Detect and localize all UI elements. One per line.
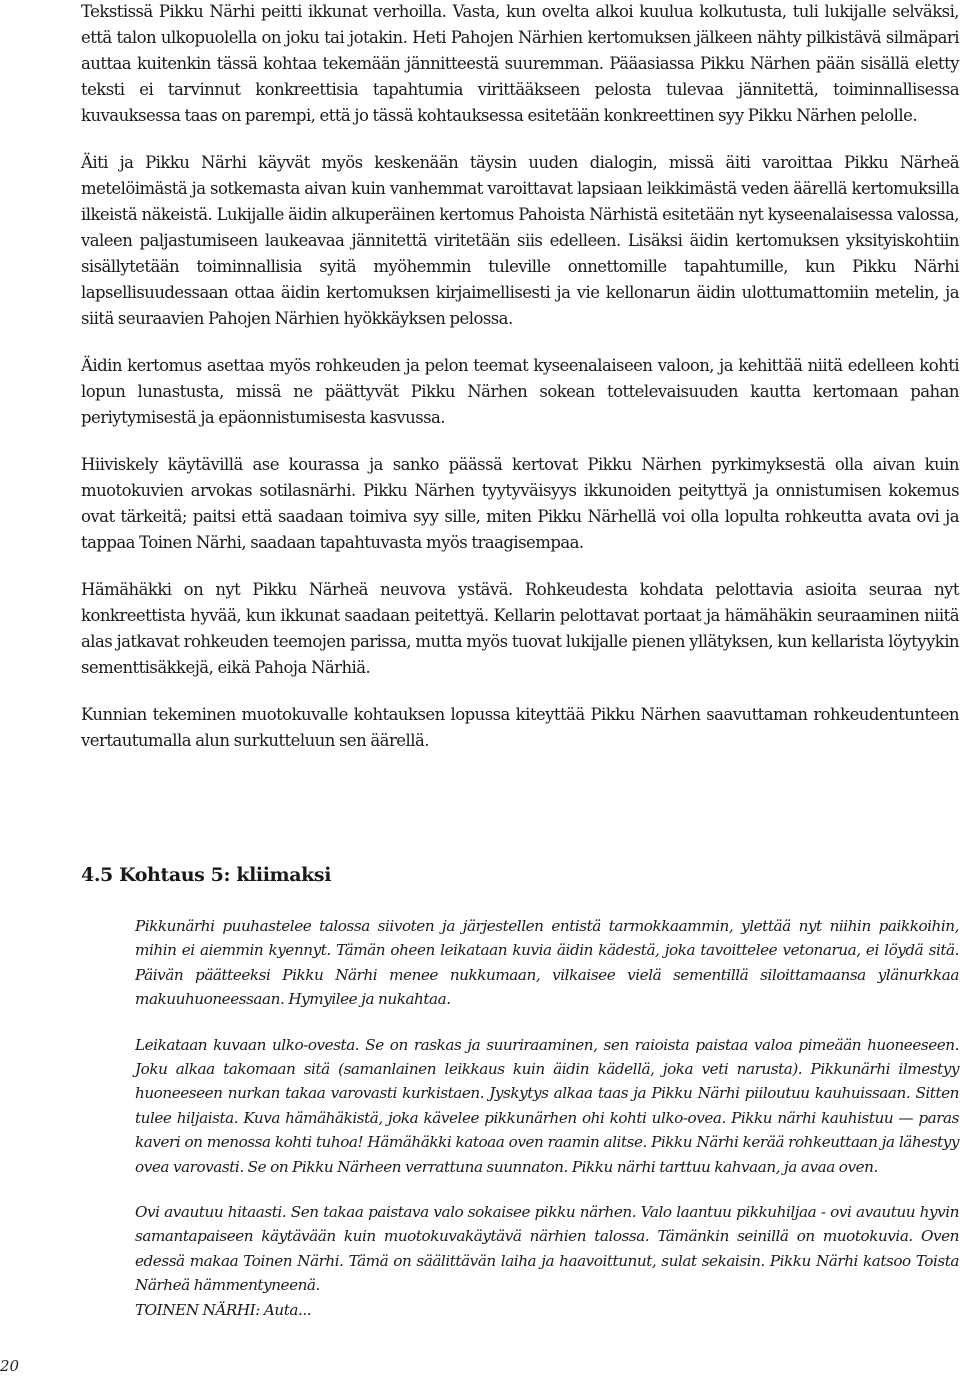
section-heading: 4.5 Kohtaus 5: kliimaksi: [81, 864, 332, 886]
screenplay-paragraph-2: Leikataan kuvaan ulko-ovesta. Se on raskas ja suuriraaminen, sen raioista paistaa valoa pimeään huoneeseen. Joku alkaa takomaan sitä (samanlainen leikkaus kuin äidin kädellä, joka veti narusta). Pikkunärhi ilmestyy huoneeseen nurkan takaa varovasti kurkistaen. Jyskytys alkaa taas ja Pikku Närhi piiloutuu kauhuissaan. Sitten tulee hiljaista. Kuva hämähäkistä, joka kävelee pikkunärhen ohi kohti ulko-ovea. Pikku närhi kauhistuu — paras kaveri on menossa kohti tuhoa! Hämähäkki katoaa oven raamin alitse. Pikku Närhi kerää rohkeuttaan ja lähestyy ovea varovasti. Se on Pikku Närheen verrattuna suunnaton. Pikku närhi tarttuu kahvaan, ja avaa oven.: [135, 1035, 959, 1176]
body-paragraph-5: Hämähäkki on nyt Pikku Närheä neuvova ystävä. Rohkeudesta kohdata pelottavia asioita seuraa nyt konkreettista hyvää, kun ikkunat saadaan peitettyä. Kellarin pelottavat portaat ja hämähäkin seuraaminen niitä alas jatkavat rohkeuden teemojen parissa, mutta myös tuovat lukijalle pienen yllätyksen, kun kellarista löytyykin sementtisäkkejä, eikä Pahoja Närhiä.: [81, 580, 959, 677]
body-paragraph-1: Tekstissä Pikku Närhi peitti ikkunat verhoilla. Vasta, kun ovelta alkoi kuulua kolkutusta, tuli lukijalle selväksi, että talon ulkopuolella on joku tai jotakin. Heti Pahojen Närhien kertomuksen jälkeen nähty pilkistävä silmäpari auttaa kuitenkin tässä kohtaa tekemään jännitteestä suuremman. Pääasiassa Pikku Närhen pään sisällä eletty teksti ei tarvinnut konkreettisia tapahtumia virittääkseen pelosta tulevaa jännitettä, toiminnallisessa kuvauksessa taas on parempi, että jo tässä kohtauksessa esitetään konkreettinen syy Pikku Närhen pelolle.: [81, 2, 959, 125]
page-number: 20: [0, 1357, 20, 1375]
body-paragraph-3: Äidin kertomus asettaa myös rohkeuden ja pelon teemat kyseenalaiseen valoon, ja kehittää niitä edelleen kohti lopun lunastusta, missä ne päättyvät Pikku Närhen sokean tottelevaisuuden kautta kertomaan pahan periytymisestä ja epäonnistumisesta kasvussa.: [81, 356, 959, 427]
dialogue-line: TOINEN NÄRHI: Auta...: [135, 1300, 312, 1319]
body-paragraph-4: Hiiviskely käytävillä ase kourassa ja sanko päässä kertovat Pikku Närhen pyrkimyksestä olla aivan kuin muotokuvien arvokas sotilasnärhi. Pikku Närhen tyytyväisyys ikkunoiden peityttyä ja onnistumisen kokemus ovat tärkeitä; paitsi että saadaan toimiva syy sille, miten Pikku Närhellä voi olla lopulta rohkeutta avata ovi ja tappaa Toinen Närhi, saadaan tapahtuvasta myös traagisempaa.: [81, 455, 959, 552]
body-paragraph-2: Äiti ja Pikku Närhi käyvät myös keskenään täysin uuden dialogin, missä äiti varoittaa Pikku Närheä metelöimästä ja sotkemasta aivan kuin vanhemmat varoittavat lapsiaan leikkimästä veden äärellä kertomuksilla ilkeistä näkeistä. Lukijalle äidin alkuperäinen kertomus Pahoista Närhistä esitetään nyt kyseenalaisessa valossa, valeen paljastumiseen laukeavaa jännitettä viritetään siis edelleen. Lisäksi äidin kertomuksen yksityiskohtiin sisällytetään toiminnallisia syitä myöhemmin tuleville onnettomille tapahtumille, kun Pikku Närhi lapsellisuudessaan ottaa äidin kertomuksen kirjaimellisesti ja vie kellonarun äidin ulottumattomiin metelin, ja siitä seuraavien Pahojen Närhien hyökkäyksen pelossa.: [81, 153, 959, 328]
body-paragraph-6: Kunnian tekeminen muotokuvalle kohtauksen lopussa kiteyttää Pikku Närhen saavuttaman rohkeudentunteen vertautumalla alun surkutteluun sen äärellä.: [81, 705, 959, 750]
screenplay-paragraph-1: Pikkunärhi puuhastelee talossa siivoten ja järjestellen entistä tarmokkaammin, ylettää nyt niihin paikkoihin, mihin ei aiemmin kyennyt. Tämän oheen leikataan kuvia äidin kädestä, joka tavoittelee vetonarua, ei löydä sitä. Päivän päätteeksi Pikku Närhi menee nukkumaan, vilkaisee vielä sementillä siloittamaansa ylänurkkaa makuuhuoneessaan. Hymyilee ja nukahtaa.: [135, 917, 959, 1009]
screenplay-excerpt: [135, 914, 959, 1322]
body-text: [81, 0, 959, 754]
screenplay-paragraph-3: Ovi avautuu hitaasti. Sen takaa paistava valo sokaisee pikku närhen. Valo laantuu pikkuhiljaa - ovi avautuu hyvin samantapaiseen käytävään kuin muotokuvakäytävä närhien talossa. Tämänkin seinillä on muotokuvia. Oven edessä makaa Toinen Närhi. Tämä on säälittävän laiha ja haavoittunut, sulat sekaisin. Pikku Närhi katsoo Toista Närheä hämmentyneenä.: [135, 1203, 959, 1295]
